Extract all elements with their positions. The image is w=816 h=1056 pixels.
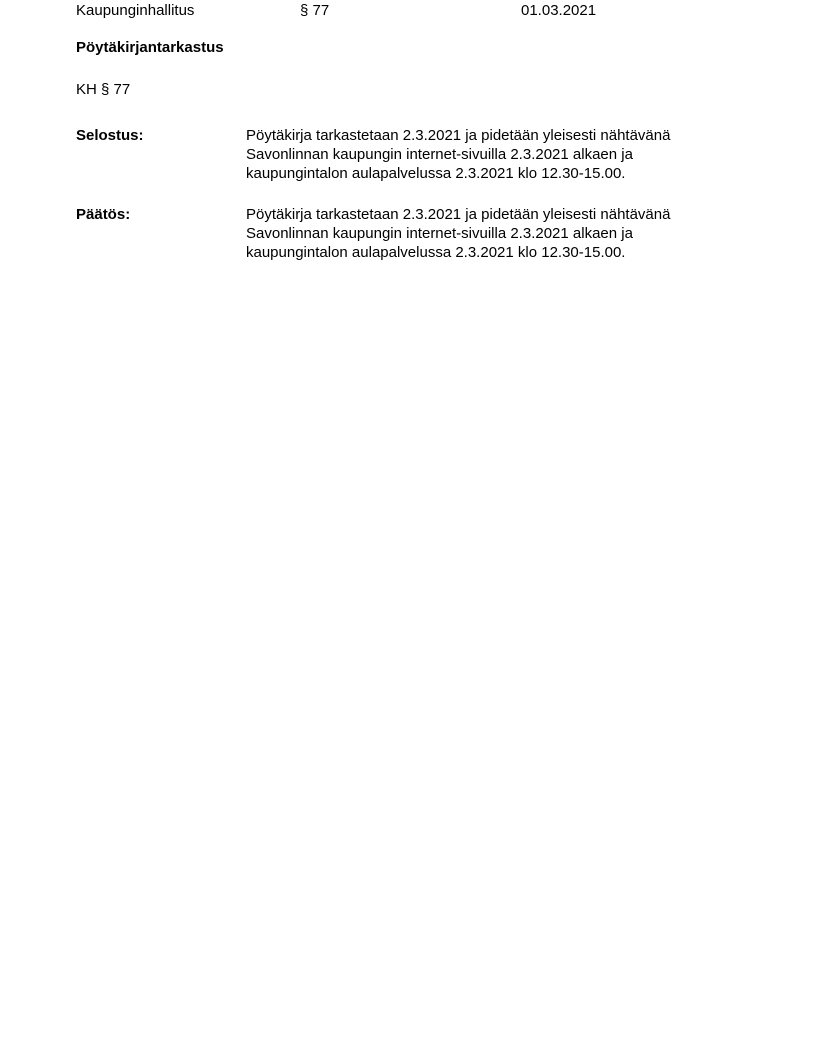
- header-section: § 77: [300, 2, 330, 19]
- document-title: Pöytäkirjantarkastus: [76, 39, 224, 56]
- section-body-paatos: [246, 205, 766, 262]
- section-line: Savonlinnan kaupungin internet-sivuilla 2.3.2021 alkaen ja: [246, 146, 633, 163]
- header-organ: Kaupunginhallitus: [76, 2, 195, 19]
- reference: KH § 77: [76, 81, 131, 98]
- section-line: kaupungintalon aulapalvelussa 2.3.2021 klo 12.30-15.00.: [246, 165, 626, 182]
- section-label-selostus: Selostus:: [76, 127, 144, 144]
- section-line: Pöytäkirja tarkastetaan 2.3.2021 ja pidetään yleisesti nähtävänä: [246, 206, 671, 223]
- section-line: Savonlinnan kaupungin internet-sivuilla 2.3.2021 alkaen ja: [246, 225, 633, 242]
- section-body-selostus: [246, 126, 766, 183]
- section-line: Pöytäkirja tarkastetaan 2.3.2021 ja pidetään yleisesti nähtävänä: [246, 127, 671, 144]
- section-label-paatos: Päätös:: [76, 206, 131, 223]
- header-date: 01.03.2021: [521, 2, 597, 19]
- section-line: kaupungintalon aulapalvelussa 2.3.2021 klo 12.30-15.00.: [246, 244, 626, 261]
